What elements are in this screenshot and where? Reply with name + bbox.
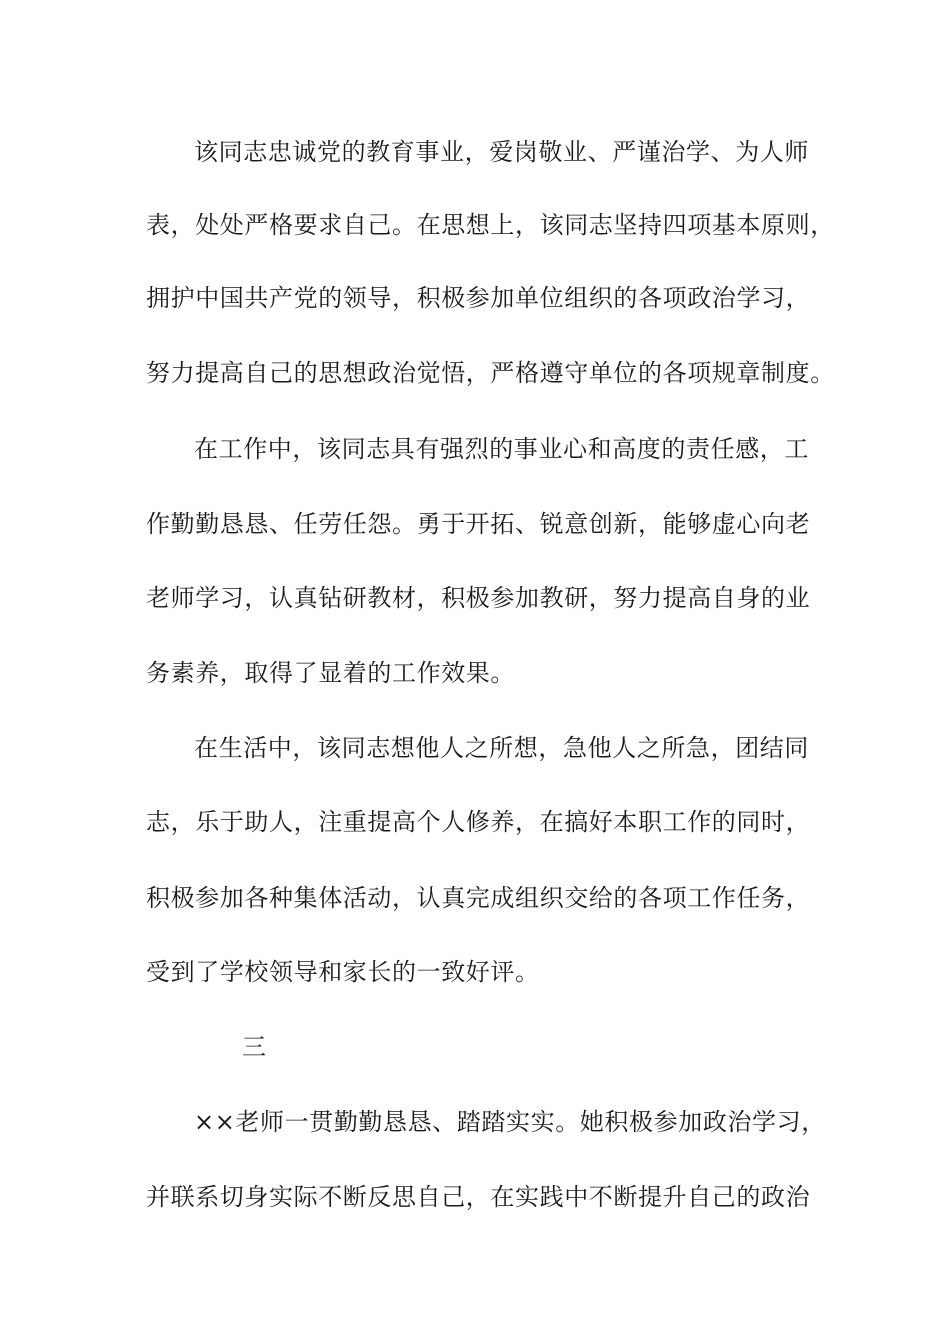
paragraph-1-line-3: 拥护中国共产党的领导，积极参加单位组织的各项政治学习， [146,284,811,312]
paragraph-3-line-3: 积极参加各种集体活动，认真完成组织交给的各项工作任务， [146,884,811,912]
paragraph-3-line-2: 志，乐于助人，注重提高个人修养，在搞好本职工作的同时， [146,808,811,836]
paragraph-1-line-2: 表，处处严格要求自己。在思想上，该同志坚持四项基本原则， [146,211,835,239]
paragraph-2-line-3: 老师学习，认真钻研教材，积极参加教研，努力提高自身的业 [146,584,811,612]
paragraph-4-line-2: 并联系切身实际不断反思自己，在实践中不断提升自己的政治 [146,1183,811,1211]
paragraph-1-line-1: 该同志忠诚党的教育事业，爱岗敬业、严谨治学、为人师 [194,138,809,166]
paragraph-2-line-4: 务素养，取得了显着的工作效果。 [146,659,515,687]
paragraph-3-line-4: 受到了学校领导和家长的一致好评。 [146,958,540,986]
section-heading: 三 [242,1033,267,1061]
paragraph-4-line-1: ××老师一贯勤勤恳恳、踏踏实实。她积极参加政治学习， [194,1108,826,1136]
paragraph-2-line-2: 作勤勤恳恳、任劳任怨。勇于开拓、锐意创新，能够虚心向老 [146,510,811,538]
paragraph-1-line-4: 努力提高自己的思想政治觉悟，严格遵守单位的各项规章制度。 [146,359,835,387]
paragraph-3-line-1: 在生活中，该同志想他人之所想，急他人之所急，团结同 [194,734,809,762]
paragraph-2-line-1: 在工作中，该同志具有强烈的事业心和高度的责任感，工 [194,435,809,463]
